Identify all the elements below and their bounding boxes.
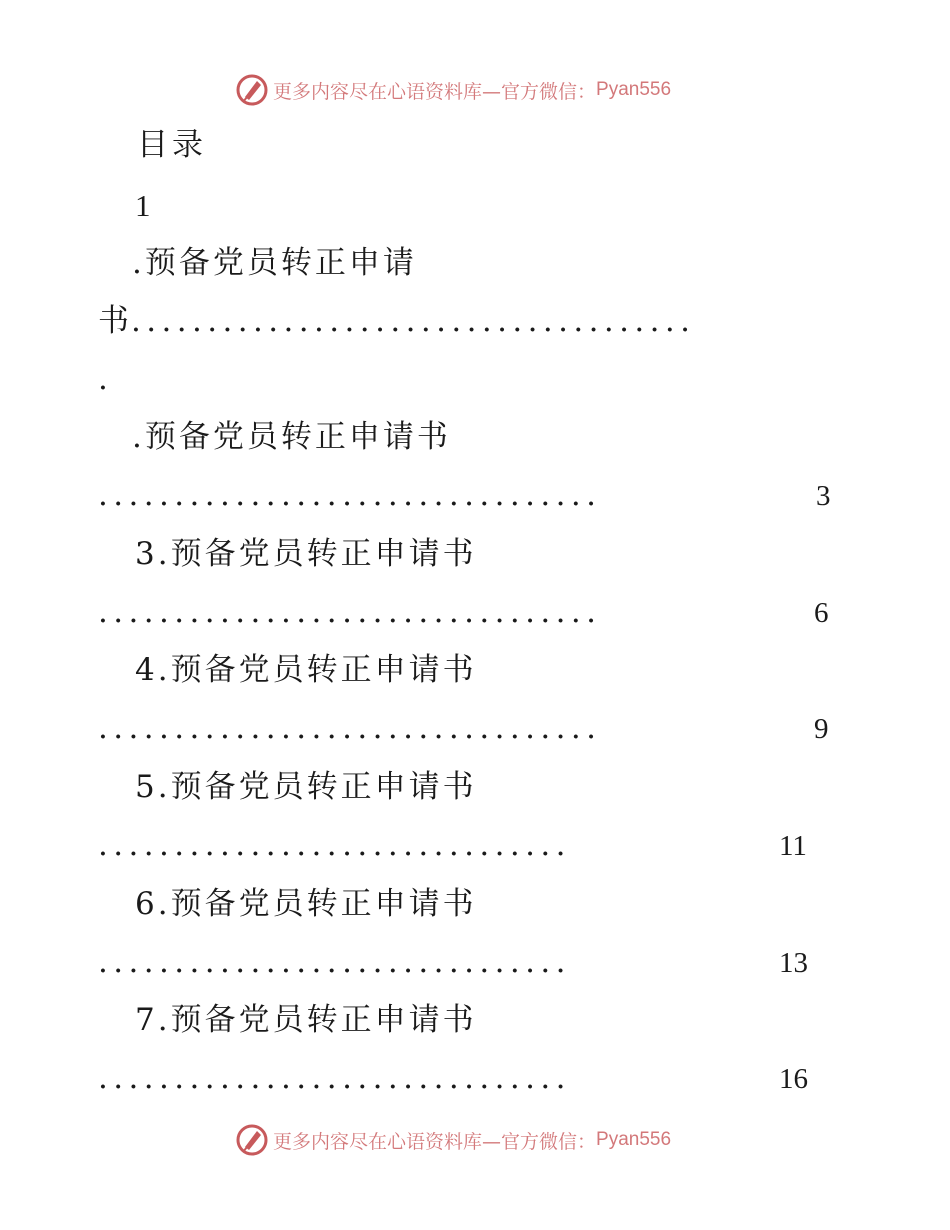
pen-logo-icon	[235, 73, 269, 107]
toc-entry-3-leader: .................................	[98, 594, 602, 630]
toc-entry-3-page: 6	[814, 597, 829, 629]
toc-entry-6-label[interactable]: 6.预备党员转正申请书	[135, 886, 477, 922]
toc-entry-1-leader-overflow: .	[98, 361, 114, 397]
pen-logo-icon	[235, 1123, 269, 1157]
toc-entry-4-leader: .................................	[98, 710, 602, 746]
toc-entry-2-page: 3	[816, 480, 831, 512]
toc-entry-4-page: 9	[814, 713, 829, 745]
toc-entry-5-page: 11	[779, 830, 807, 862]
watermark-text: 更多内容尽在心语资料库—官方微信：	[273, 1130, 597, 1153]
toc-title: 目录	[137, 127, 207, 163]
toc-entry-6-leader: ...............................	[98, 944, 571, 980]
toc-entry-3-label[interactable]: 3.预备党员转正申请书	[135, 536, 477, 572]
toc-entry-7-leader: ...............................	[98, 1060, 571, 1096]
toc-entry-2-label[interactable]: .预备党员转正申请书	[132, 419, 451, 455]
toc-entry-1-leader: .....................................	[131, 303, 696, 339]
toc-entry-1-label[interactable]: .预备党员转正申请	[132, 245, 417, 281]
toc-number-1: 1	[135, 188, 154, 223]
toc-entry-5-leader: ...............................	[98, 827, 571, 863]
watermark-footer	[235, 1122, 671, 1158]
toc-entry-5-label[interactable]: 5.预备党员转正申请书	[135, 769, 477, 805]
toc-entry-1-label-cont: 书	[98, 303, 132, 339]
watermark-wechat-id: Pyan556	[596, 1129, 672, 1150]
watermark-header	[235, 72, 671, 108]
toc-entry-7-label[interactable]: 7.预备党员转正申请书	[135, 1002, 477, 1038]
toc-entry-4-label[interactable]: 4.预备党员转正申请书	[135, 652, 477, 688]
watermark-text: 更多内容尽在心语资料库—官方微信：	[273, 80, 597, 103]
toc-entry-2-leader: .................................	[98, 477, 602, 513]
toc-entry-6-page: 13	[779, 947, 808, 979]
watermark-wechat-id: Pyan556	[596, 79, 672, 100]
toc-entry-7-page: 16	[779, 1063, 808, 1095]
